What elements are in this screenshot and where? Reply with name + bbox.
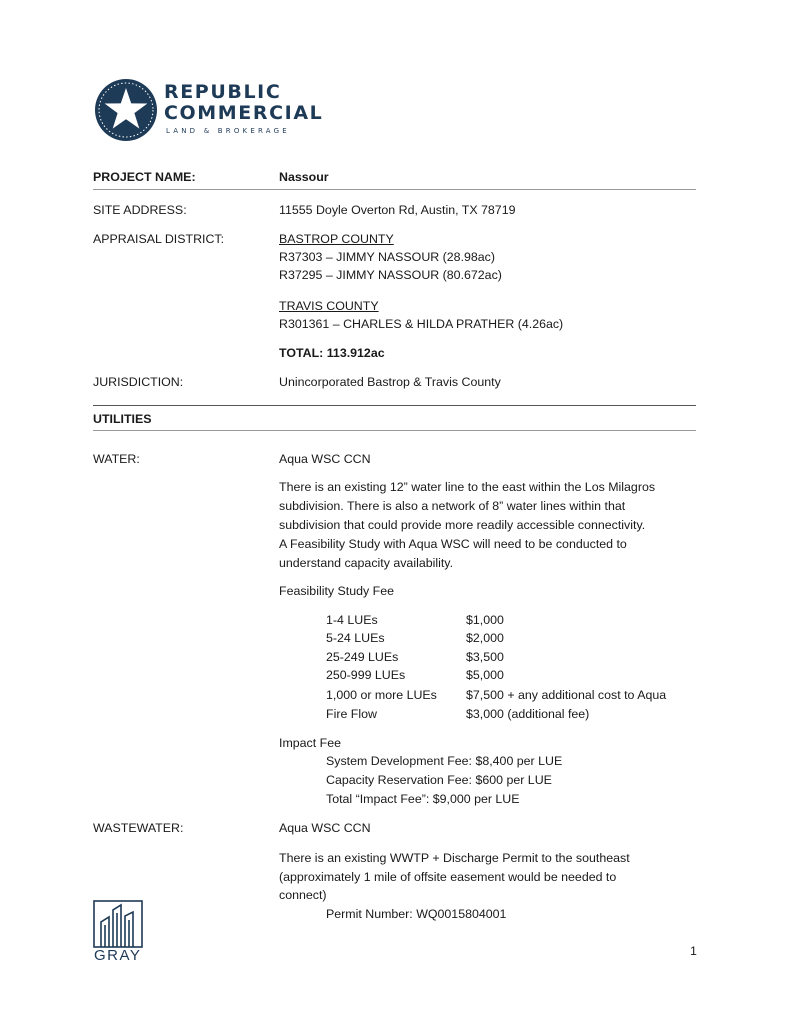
bastrop-parcel-1: R37303 – JIMMY NASSOUR (28.98ac) <box>279 250 496 264</box>
jurisdiction-label: JURISDICTION: <box>93 375 184 389</box>
bastrop-county-heading: BASTROP COUNTY <box>279 232 394 246</box>
water-provider: Aqua WSC CCN <box>279 452 371 466</box>
impact-fee-line: System Development Fee: $8,400 per LUE <box>326 754 563 768</box>
fee-amount: $2,000 <box>466 631 504 645</box>
fee-amount: $3,000 (additional fee) <box>466 707 590 721</box>
wastewater-description-line: connect) <box>279 888 327 902</box>
logo-line2: COMMERCIAL <box>164 102 324 124</box>
divider <box>93 405 696 406</box>
fee-range: 5-24 LUEs <box>326 631 385 645</box>
permit-number: Permit Number: WQ0015804001 <box>326 907 507 921</box>
water-label: WATER: <box>93 452 140 466</box>
star-seal-icon <box>94 78 158 142</box>
fee-amount: $7,500 + any additional cost to Aqua <box>466 688 667 702</box>
wastewater-description-line: There is an existing WWTP + Discharge Permit to the southeast <box>279 851 630 865</box>
water-description-line: subdivision. There is also a network of 8” water lines within that <box>279 499 626 513</box>
wastewater-label: WASTEWATER: <box>93 821 184 835</box>
total-acreage: TOTAL: 113.912ac <box>279 346 385 360</box>
travis-county-heading: TRAVIS COUNTY <box>279 299 379 313</box>
project-name-value: Nassour <box>279 170 329 184</box>
bastrop-parcel-2: R37295 – JIMMY NASSOUR (80.672ac) <box>279 268 502 282</box>
impact-fee-heading: Impact Fee <box>279 736 341 750</box>
travis-parcel-1: R301361 – CHARLES & HILDA PRATHER (4.26ac) <box>279 317 564 331</box>
site-address-value: 11555 Doyle Overton Rd, Austin, TX 78719 <box>279 203 516 217</box>
fee-amount: $1,000 <box>466 613 504 627</box>
wastewater-description-line: (approximately 1 mile of offsite easement would be needed to <box>279 870 617 884</box>
fee-amount: $3,500 <box>466 650 504 664</box>
utilities-heading: UTILITIES <box>93 412 152 426</box>
impact-fee-line: Total “Impact Fee”: $9,000 per LUE <box>326 792 520 806</box>
page-number: 1 <box>690 944 697 958</box>
water-description-line: A Feasibility Study with Aqua WSC will need to be conducted to <box>279 537 627 551</box>
water-description-line: understand capacity availability. <box>279 556 454 570</box>
jurisdiction-value: Unincorporated Bastrop & Travis County <box>279 375 501 389</box>
site-address-label: SITE ADDRESS: <box>93 203 187 217</box>
water-description-line: There is an existing 12” water line to the east within the Los Milagros <box>279 480 656 494</box>
wastewater-provider: Aqua WSC CCN <box>279 821 371 835</box>
building-icon <box>93 900 143 948</box>
fee-range: Fire Flow <box>326 707 377 721</box>
fee-range: 25-249 LUEs <box>326 650 399 664</box>
feasibility-fee-heading: Feasibility Study Fee <box>279 584 395 598</box>
logo-tagline: LAND & BROKERAGE <box>166 127 290 135</box>
gray-brand-text: GRAY <box>94 947 142 964</box>
impact-fee-line: Capacity Reservation Fee: $600 per LUE <box>326 773 552 787</box>
project-name-label: PROJECT NAME: <box>93 170 196 184</box>
fee-amount: $5,000 <box>466 668 504 682</box>
divider <box>93 189 696 190</box>
fee-range: 250-999 LUEs <box>326 668 406 682</box>
divider <box>93 430 696 431</box>
fee-range: 1-4 LUEs <box>326 613 378 627</box>
fee-range: 1,000 or more LUEs <box>326 688 437 702</box>
appraisal-district-label: APPRAISAL DISTRICT: <box>93 232 225 246</box>
water-description-line: subdivision that could provide more readily accessible connectivity. <box>279 518 646 532</box>
logo-line1: REPUBLIC <box>164 81 282 103</box>
